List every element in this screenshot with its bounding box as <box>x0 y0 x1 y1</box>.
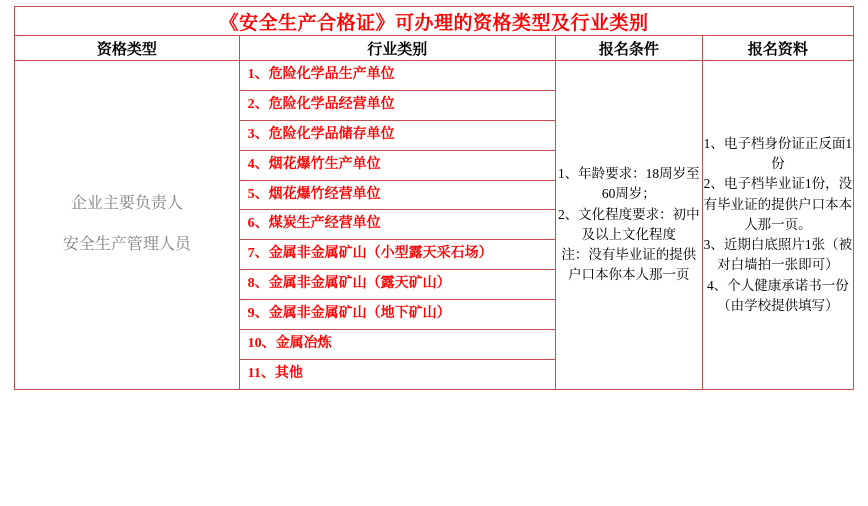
list-item <box>240 270 555 300</box>
list-item <box>240 240 555 270</box>
industry-item: 8、金属非金属矿山（露天矿山） <box>240 270 555 300</box>
document-page <box>0 6 868 506</box>
qualification-table <box>14 6 854 390</box>
qualification-types-cell <box>15 61 240 390</box>
list-item <box>240 180 555 210</box>
list-item <box>240 359 555 388</box>
list-item <box>240 61 555 90</box>
industry-item: 5、烟花爆竹经营单位 <box>240 180 555 210</box>
industry-item: 4、烟花爆竹生产单位 <box>240 150 555 180</box>
table-header-row <box>15 36 854 61</box>
page-title: 《安全生产合格证》可办理的资格类型及行业类别 <box>219 12 649 34</box>
header-registration-materials: 报名资料 <box>702 36 853 61</box>
industry-item: 1、危险化学品生产单位 <box>240 61 555 90</box>
industry-item: 9、金属非金属矿山（地下矿山） <box>240 300 555 330</box>
list-item <box>240 150 555 180</box>
industry-list-cell <box>239 61 555 390</box>
header-qualification: 资格类型 <box>15 36 240 61</box>
document-title-cell <box>15 7 854 36</box>
table-title-row <box>15 7 854 36</box>
registration-materials-cell: 1、电子档身份证正反面1份 2、电子档毕业证1份，没有毕业证的提供户口本本人那一页。 3、近期白底照片1张（被对白墙拍一张即可） 4、个人健康承诺书一份（由学校提供填写） <box>702 61 853 390</box>
list-item <box>240 330 555 360</box>
header-registration-conditions: 报名条件 <box>555 36 702 61</box>
industry-item: 6、煤炭生产经营单位 <box>240 210 555 240</box>
qualification-type-item: 安全生产管理人员 <box>62 235 191 253</box>
registration-conditions-cell: 1、年龄要求：18周岁至60周岁； 2、文化程度要求：初中及以上文化程度 注：没有毕业证的提供户口本你本人那一页 <box>555 61 702 390</box>
list-item <box>240 210 555 240</box>
industry-item: 11、其他 <box>240 359 555 388</box>
list-item <box>240 300 555 330</box>
list-item <box>240 90 555 120</box>
header-industry: 行业类别 <box>239 36 555 61</box>
industry-item: 7、金属非金属矿山（小型露天采石场） <box>240 240 555 270</box>
industry-item: 3、危险化学品储存单位 <box>240 120 555 150</box>
qualification-type-item: 企业主要负责人 <box>70 195 183 213</box>
industry-list <box>240 61 555 389</box>
table-body-row <box>15 61 854 390</box>
list-item <box>240 120 555 150</box>
industry-item: 10、金属冶炼 <box>240 330 555 360</box>
industry-item: 2、危险化学品经营单位 <box>240 90 555 120</box>
